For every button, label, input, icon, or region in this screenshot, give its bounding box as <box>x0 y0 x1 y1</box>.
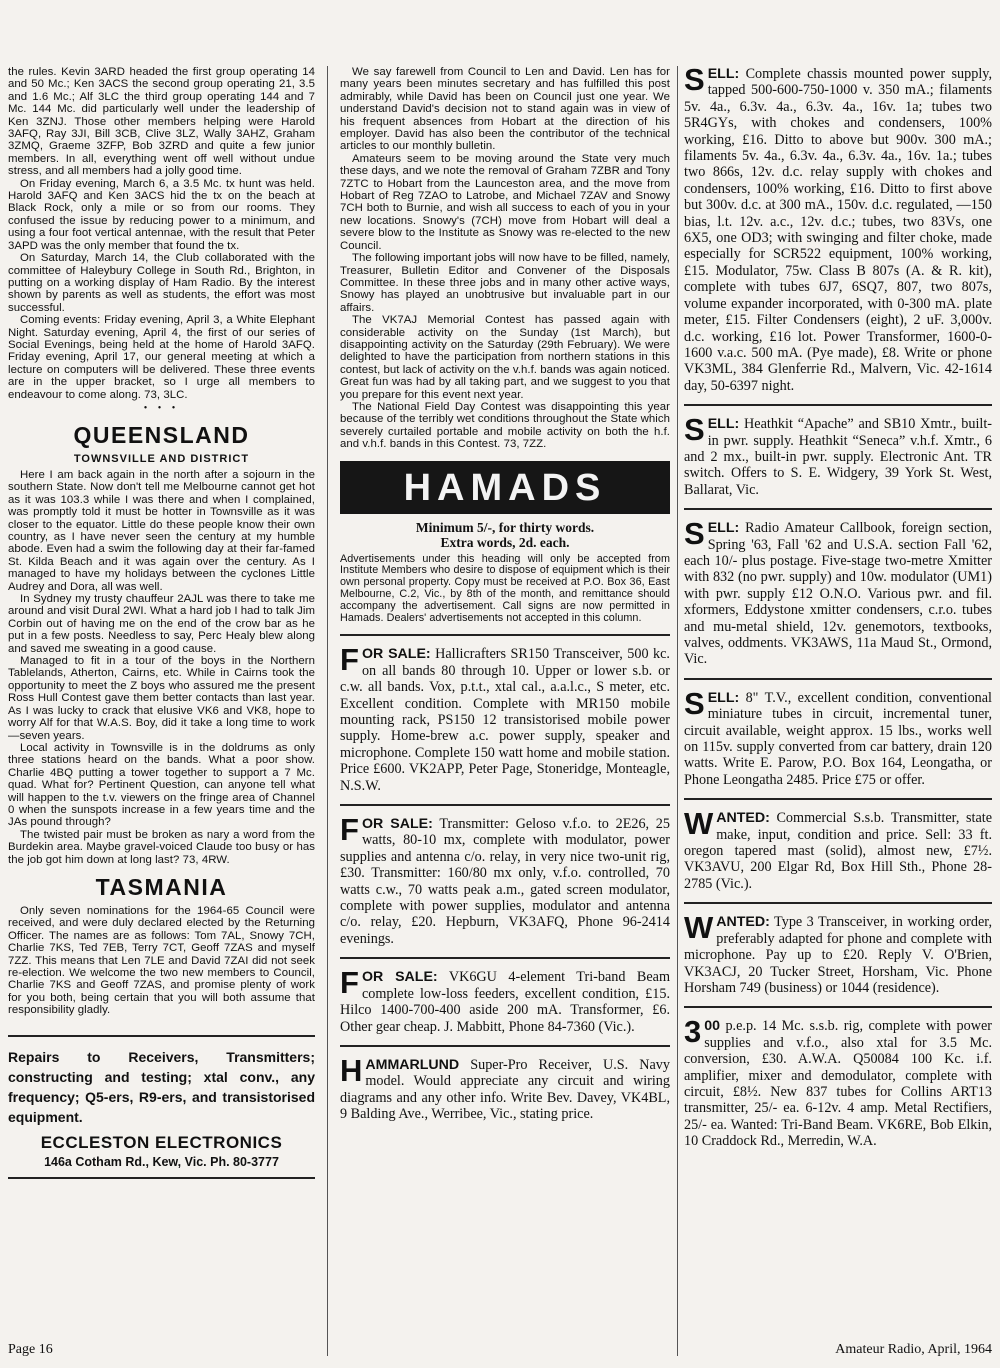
classified-ad <box>684 685 992 788</box>
drop-cap: H <box>340 1052 363 1088</box>
hamads-rate-line: Extra words, 2d. each. <box>440 534 570 550</box>
queensland-paragraph: Managed to fit in a tour of the boys in the Northern Tablelands, Atherton, Cairns, etc. While in Cairns took the opportunity to meet the Z boys who assured me the present Ross Hull Contest gave them better contacts than last year. As I was lucky to crack that elusive VK6 and VK8, hope to worry Alf for that W.A.S. Boy, did it take a long time to work—seven years. <box>8 655 315 742</box>
tasmania-paragraph: Only seven nominations for the 1964-65 Council were received, and were duly declared elected by the Returning Officer. The names are as follows: Tom 7AL, Snowy 7CH, Charlie 7KS, Ted 7EB, Terry 7CT, Geoff 7ZAS and myself 7ZZ. This means that Len 7LE and David 7ZAI did not seek re-election. We welcome the two new members to Council, Charlie 7KS and Geoff 7ZAS, and promise plenty of work for you both, being certain that you will both assume that responsibility gladly. <box>8 904 315 1017</box>
ad-rule <box>684 798 992 800</box>
classified-ad <box>684 806 992 892</box>
ad-lead: ELL: <box>707 66 740 82</box>
eccleston-ad-text: Repairs to Receivers, Transmitters; constructing and testing; xtal conv., any frequency; Q5-ers, R9-ers, and transistorised equipment. <box>8 1048 315 1125</box>
ad-rule <box>684 1006 992 1008</box>
drop-cap: S <box>684 412 705 448</box>
queensland-paragraph: Local activity in Townsville is in the doldrums as only three stations heard on the bands. What a poor show. Charlie 4BQ putting a tower together to support a 7 Mc. quad. What for? Pertinent Question, can anyone tell what will happen to the t.v. viewers on the fringe area of Channel 0 when the sunspots increase in a few years time and the JAs pound through? <box>8 741 315 829</box>
tasmania-paragraph: The VK7AJ Memorial Contest has passed again with considerable activity on the Sunday (1st March), but disappointing activity on the Saturday (29th February). We were delighted to have the participation from northern stations in this contest, but lack of activity on the v.h.f. bands was again noticed. Great fun was had by all taking part, and we suggest to you that you prepare for this event next year. <box>340 314 670 401</box>
ad-lead: OR SALE: <box>361 969 438 986</box>
page-number: Page 16 <box>8 1342 53 1357</box>
magazine-issue: Amateur Radio, April, 1964 <box>835 1342 992 1357</box>
classified-ad <box>684 516 992 668</box>
ad-rule <box>684 902 992 904</box>
ad-body: Hallicrafters SR150 Transceiver, 500 kc. on all bands 80 through 10. Upper or lower s.b. or c.w. all bands. Vox, p.t.t., xtal cal., a.a.l.c., S meter, etc. Excellent condition. Complete with MR150 mobile mounting rack, PS150 12 transistorised mobile power supply. Home-brew a.c. power supply, speaker and microphone. Complete 150 watt home and mobile station. Price £600. VK2APP, Peter Page, Stoneridge, Monteagle, N.S.W. <box>340 646 670 794</box>
classified-ad <box>684 62 992 394</box>
townsville-subheading: TOWNSVILLE AND DISTRICT <box>73 452 250 465</box>
classified-ad <box>340 1052 670 1123</box>
column-right <box>684 62 992 1150</box>
hamads-banner: HAMADS <box>340 461 670 514</box>
drop-cap: S <box>684 516 705 552</box>
tasmania-paragraph: The following important jobs will now have to be filled, namely, Treasurer, Bulletin Editor and Convener of the Disposals Committee. In these three jobs and in many other active ways, Snowy has played an unobtrusive but invaluable part in our affairs. <box>340 252 670 314</box>
classified-ad <box>684 412 992 498</box>
ad-rule <box>340 957 670 959</box>
ad-lead: ANTED: <box>716 810 770 827</box>
ad-lead: 00 <box>704 1018 721 1035</box>
ad-rule <box>684 678 992 680</box>
ad-body: p.e.p. 14 Mc. s.s.b. rig, complete with power supplies and v.f.o., also xtal for 3.5 Mc. conversion, £30. A.W.A. Q50084 100 Kc. i.f. amplifier, mixer and demodulator, complete with circuit, £8½. New 837 tubes for Collins ART13 transmitter, 25/- ea. 6-12v. 4 amp. Metal Rectifiers, 25/- ea. Wanted: Tri-Band Beam. VK6RE, Bob Elkin, 10 Craddock Rd., Merredin, W.A. <box>684 1018 992 1150</box>
ad-body: Type 3 Transceiver, in working order, preferably adapted for phone and complete with microphone. Pay up to £20. Reply V. O'Brien, VK3ACJ, 20 Tucker Street, Horsham, Vic. Phone Horsham 749 (business) or 1044 (residence). <box>684 914 992 996</box>
ad-rule <box>340 1045 670 1047</box>
drop-cap: W <box>684 806 714 842</box>
club-paragraph: Coming events: Friday evening, April 3, a White Elephant Night. Saturday evening, April 4, the first of our series of Social Evenings, being held at the home of Harold 3AFQ. Friday evening, April 17, our general meeting at which a lecture on computers will be delivered. These three events are in the upper bracket, so I urge all members to endeavour to come along. 73, 3LC. <box>8 314 315 401</box>
hamads-conditions: Advertisements under this heading will only be accepted from Institute Members who desire to dispose of equipment which is their own personal property. Copy must be received at P.O. Box 36, East Melbourne, C.2, Vic., by 8th of the month, and remittance should accompany the advertisement. Call signs are now permitted in Hamads. Dealers' advertisements not accepted in this column. <box>340 552 670 624</box>
club-paragraph: On Saturday, March 14, the Club collaborated with the committee of Haleybury College in South Rd., Brighton, in putting on a working display of Ham Radio. By the interest shown by parents as well as students, the effort was most successful. <box>8 252 315 314</box>
box-rule <box>8 1177 315 1179</box>
tasmania-paragraph: We say farewell from Council to Len and David. Len has for many years been minutes secretary and has fulfilled this post admirably, while David has been on Council just one year. We understand David's decision not to stand again was in view of his frequent absences from Hobart at the direction of his employer. David has also been the contributor of the technical articles to our monthly bulletin. <box>340 66 670 153</box>
ad-rule <box>684 404 992 406</box>
hamads-rate-line: Minimum 5/-, for thirty words. <box>415 519 595 535</box>
ad-lead: ANTED: <box>716 914 770 931</box>
classified-ad <box>340 812 670 947</box>
drop-cap: F <box>340 965 359 1001</box>
classified-ad <box>340 965 670 1035</box>
ad-lead: ELL: <box>707 416 740 433</box>
ad-lead: ELL: <box>707 520 740 537</box>
ad-rule <box>684 508 992 510</box>
drop-cap: S <box>684 62 705 97</box>
queensland-heading: QUEENSLAND <box>73 421 250 448</box>
tasmania-heading: TASMANIA <box>95 873 228 900</box>
drop-cap: F <box>340 812 359 848</box>
section-separator: • • • <box>143 402 180 414</box>
ad-lead: OR SALE: <box>361 816 433 833</box>
ad-lead: ELL: <box>707 689 740 706</box>
eccleston-address: 146a Cotham Rd., Kew, Vic. Ph. 80-3777 <box>44 1154 279 1169</box>
club-paragraph: On Friday evening, March 6, a 3.5 Mc. tx hunt was held. Harold 3AFQ and Ken 3ACS hid the tx on the beach at Black Rock, only a mile or so from our rooms. They confused the issue by reducing power to a minimum, and using a four foot vertical antennae, with the result that Peter 3APD was the only member that found the tx. <box>8 177 315 252</box>
ad-body: Transmitter: Geloso v.f.o. to 2E26, 25 watts, 80-10 mx, complete with modulator, power supplies and antenna c/o. relay, in very nice two-unit rig, £30. Transmitter: 160/80 mx only, v.f.o. controlled, 70 watts c.w., 70 watts peak a.m., gated screen modulator, complete with power supplies, modulator and antenna c/o. relay, £20. Hepburn, VK3AFQ, Phone 96-2414 evenings. <box>340 816 670 947</box>
column-middle <box>340 66 670 1123</box>
ad-lead: OR SALE: <box>361 646 431 663</box>
ad-rule <box>340 804 670 806</box>
ad-body: Heathkit “Apache” and SB10 Xmtr., built-in pwr. supply. Heathkit “Seneca” v.h.f. Xmtr., 6 and 2 mx., built-in pwr. supply. Electronic Ant. TR switch. Offers to S. E. Widgery, 39 York St. West, Ballarat, Vic. <box>684 416 992 498</box>
column-rule-1 <box>327 66 328 1356</box>
queensland-paragraph: The twisted pair must be broken as nary a word from the Burdekin area. Maybe gravel-voiced Claude too busy or has the job got him down at long last? 73, 4RW. <box>8 828 315 866</box>
club-paragraph: the rules. Kevin 3ARD headed the first group operating 14 and 50 Mc.; Ken 3ACS the second group operating 21, 3.5 and 1.6 Mc.; Alf 3LC the third group operating 144 and 7 Mc. 144 Mc. did particularly well under the leadership of Ken 3ZNJ. Those other members helping were Harold 3AFQ, Ray 3JI, Bill 3CB, Clive 3LZ, Wally 3AHZ, Graham 3ZMQ, Graeme 3ZFP, Bob 3ZRD and quite a few junior members. In all, everything went off well without undue stress, and all members had a jolly good time. <box>8 66 315 178</box>
box-rule <box>8 1035 315 1037</box>
column-left <box>8 66 315 1189</box>
tasmania-paragraph: Amateurs seem to be moving around the State very much these days, and we note the removal of Graham 7ZBR and Tony 7ZTC to Hobart from the Launceston area, and the move from Hobart of Reg 7ZAO to Latrobe, and Michael 7ZAV and Snowy 7CH both to Burnie, and wish all success to each of you in your new locations. Snowy's (7CH) move from Hobart will deal a severe blow to the Institute as Snowy was re-elected to the new Council. <box>340 152 670 252</box>
ad-body: Radio Amateur Callbook, foreign section, Spring '63, Fall '62 and U.S.A. section Fall '62, each 10/- plus postage. Five-stage two-metre Xmitter with 832 (no pwr. supply) and 10w. modulator (UM1) with pwr. supply £12 O.N.O. Various pwr. and fil. xformers, Eddystone xmitter condensers, c.r.o. tubes and mu-metal shield, 12v. genemotors, textbooks, valves, oddments. VK3AWS, 11a Maud St., Ormond, Vic. <box>684 520 992 668</box>
drop-cap: 3 <box>684 1014 702 1050</box>
ad-body: VK6GU 4-element Tri-band Beam complete low-loss feeders, excellent condition, £15. Hilco 1400-700-400 aside 200 mA. Transformer, £6. Other gear cheap. J. Mabbitt, Phone 84-7360 (Vic.). <box>340 969 670 1035</box>
ad-body: Super-Pro Receiver, U.S. Navy model. Would appreciate any circuit and wiring diagrams and any other info. Write Bev. Davey, VK4BL, 9 Balding Ave., Werribee, Vic., stating price. <box>340 1056 670 1123</box>
ad-lead: AMMARLUND <box>365 1056 460 1073</box>
ad-body: Commercial S.s.b. Transmitter, state make, input, condition and price. Sell: 33 ft. oregon tapered mast (solid), almost new, £7½. VK3AVU, 200 Elgar Rd, Box Hill Sth., Phone 28-2785 (Vic.). <box>684 810 992 892</box>
column-rule-2 <box>677 66 678 1356</box>
eccleston-name: ECCLESTON ELECTRONICS <box>40 1132 283 1152</box>
drop-cap: W <box>684 910 714 946</box>
classified-ad <box>340 642 670 794</box>
ad-body: 8" T.V., excellent condition, conventional miniature tubes in circuit, incremental tuner, circuit available, weight approx. 15 lbs., works well on 115v. supply converted from car battery, drain 120 watts. Write E. Parow, P.O. Box 164, Leongatha, or Phone Leongatha 2485. Price £75 or offer. <box>684 689 992 788</box>
queensland-paragraph: Here I am back again in the north after a sojourn in the southern State. Now don't tell me Melbourne cannot get hot as it was 103.3 while I was there and when I complained, was promptly told it must be hotter in Townsville as it was closer to the equator. Little do these people know their own country, as I have never seen the century at my humble abode. Even had a swim the following day at their far-famed St. Kilda Beach and it was again over the century. As I managed to have my holidays between the cyclones Little Audrey and Dora, all was well. <box>8 468 315 593</box>
classified-ad <box>684 910 992 996</box>
drop-cap: F <box>340 642 359 678</box>
ad-rule <box>340 634 670 636</box>
tasmania-paragraph: The National Field Day Contest was disappointing this year because of the terribly wet conditions throughout the State which severely curtailed portable and mobile activity on both the h.f. and v.h.f. bands in this Contest. 73, 7ZZ. <box>340 400 670 451</box>
queensland-paragraph: In Sydney my trusty chauffeur 2AJL was there to take me around and visit Dural 2WI. What a hard job I had to talk Jim Corbin out of having me on the end of the crow bar as he put in a few posts. Needless to say, Perc Healy blew along and saved me sweating in a good cause. <box>8 593 315 655</box>
classified-ad <box>684 1014 992 1150</box>
ad-body: Complete chassis mounted power supply, tapped 500-600-750-1000 v. 350 mA.; filaments 5v. 4a., 6.3v. 4a., 6.3v. 4a., 16v. 1a; tubes two 5R4GYs, with chokes and condensers, 100% working, £16. Ditto to above but 900v. 300 mA.; filaments 5v. 4a., 6.3v. 4a., 6.3v. 4a., 16v. 1a.; tubes two 866s, 12v. d.c. relay supply with chokes and condensers, 100% working, £16. Ditto to first above but 300v. d.c. at 300 mA., 150v. d.c. regulated, —150 bias, l.t. 12v. a.c., 12v. d.c.; tubes, two 83Vs, one 6X5, one OD3; with swinging and filter choke, made especially for SCR522 equipment, 100% working, £15. Modulator, 75w. Class B 807s (A. & R. kit), complete with tubes 6J7, 6SQ7, 807, two 807s, volume expander incorporated, with 0-300 mA. plate meter, £15. Filter Condensers (eight), 2 uF. 3,000v. d.c. working, £16 lot. Power Transformer, 1600-0-1600 v.a.c. 500 mA. (Pye made), £8. Write or phone VK3ML, 384 Glenferrie Rd., Malvern, Vic. 42-1614 day, 50-6397 night. <box>684 66 992 394</box>
drop-cap: S <box>684 685 705 721</box>
